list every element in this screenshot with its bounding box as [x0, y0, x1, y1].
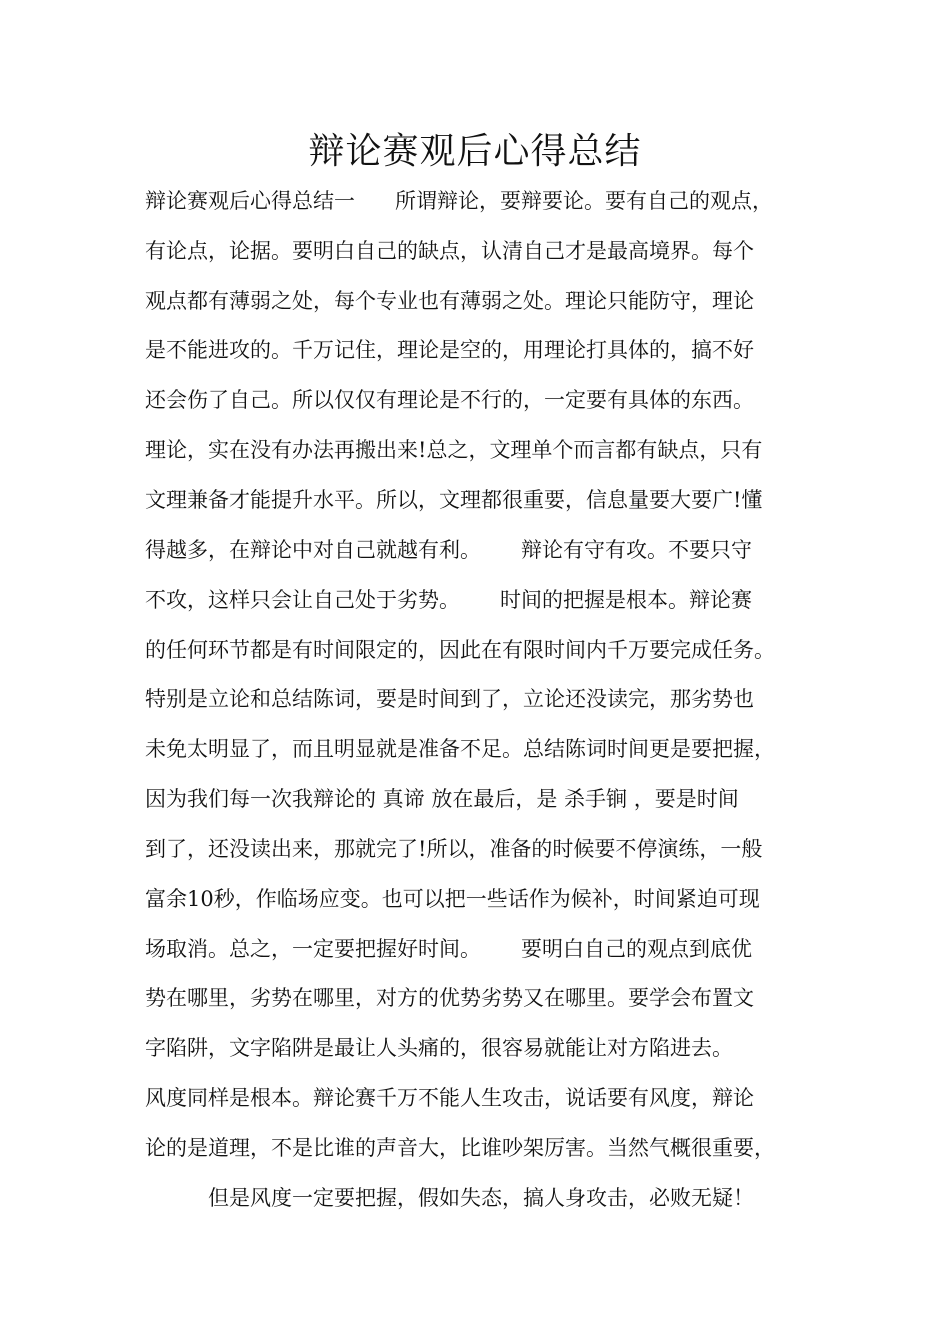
paragraph-line: 风度同样是根本。辩论赛千万不能人生攻击，说话要有风度，辩论: [145, 1086, 754, 1110]
paragraph-line: 因为我们每一次我辩论的 真谛 放在最后，是 杀手锏 ，要是时间: [145, 787, 739, 811]
document-title: 辩论赛观后心得总结: [308, 131, 642, 172]
paragraph-line: 论的是道理，不是比谁的声音大，比谁吵架厉害。当然气概很重要，: [145, 1136, 775, 1160]
paragraph-line: 理论，实在没有办法再搬出来!总之，文理单个而言都有缺点，只有: [145, 438, 763, 462]
paragraph-line: 字陷阱，文字陷阱是最让人头痛的，很容易就能让对方陷进去。: [145, 1036, 733, 1060]
paragraph-line: 但是风度一定要把握，假如失态，搞人身攻击，必败无疑！: [208, 1186, 754, 1210]
paragraph-line: 还会伤了自己。所以仅仅有理论是不行的，一定要有具体的东西。: [145, 388, 754, 412]
paragraph-line: 富余10秒，作临场应变。也可以把一些话作为候补，时间紧迫可现: [145, 887, 760, 911]
paragraph-line: 辩论赛观后心得总结一 所谓辩论，要辩要论。要有自己的观点，: [145, 189, 774, 213]
paragraph-line: 不攻，这样只会让自己处于劣势。 时间的把握是根本。辩论赛: [145, 588, 753, 612]
paragraph-line: 未免太明显了，而且明显就是准备不足。总结陈词时间更是要把握，: [145, 737, 775, 761]
paragraph-line: 场取消。总之，一定要把握好时间。 要明白自己的观点到底优: [145, 937, 753, 961]
paragraph-line: 有论点，论据。要明白自己的缺点，认清自己才是最高境界。每个: [145, 239, 754, 263]
paragraph-line: 得越多，在辩论中对自己就越有利。 辩论有守有攻。不要只守: [145, 538, 753, 562]
paragraph-line: 文理兼备才能提升水平。所以，文理都很重要，信息量要大要广!懂: [145, 488, 763, 512]
paragraph-line: 势在哪里，劣势在哪里，对方的优势劣势又在哪里。要学会布置文: [145, 986, 754, 1010]
paragraph-line: 特别是立论和总结陈词，要是时间到了，立论还没读完，那劣势也: [145, 687, 754, 711]
paragraph-line: 是不能进攻的。千万记住，理论是空的，用理论打具体的，搞不好: [145, 338, 754, 362]
paragraph-line: 的任何环节都是有时间限定的，因此在有限时间内千万要完成任务。: [145, 638, 775, 662]
paragraph-line: 观点都有薄弱之处，每个专业也有薄弱之处。理论只能防守，理论: [145, 289, 754, 313]
paragraph-line: 到了，还没读出来，那就完了!所以，准备的时候要不停演练，一般: [145, 837, 763, 861]
